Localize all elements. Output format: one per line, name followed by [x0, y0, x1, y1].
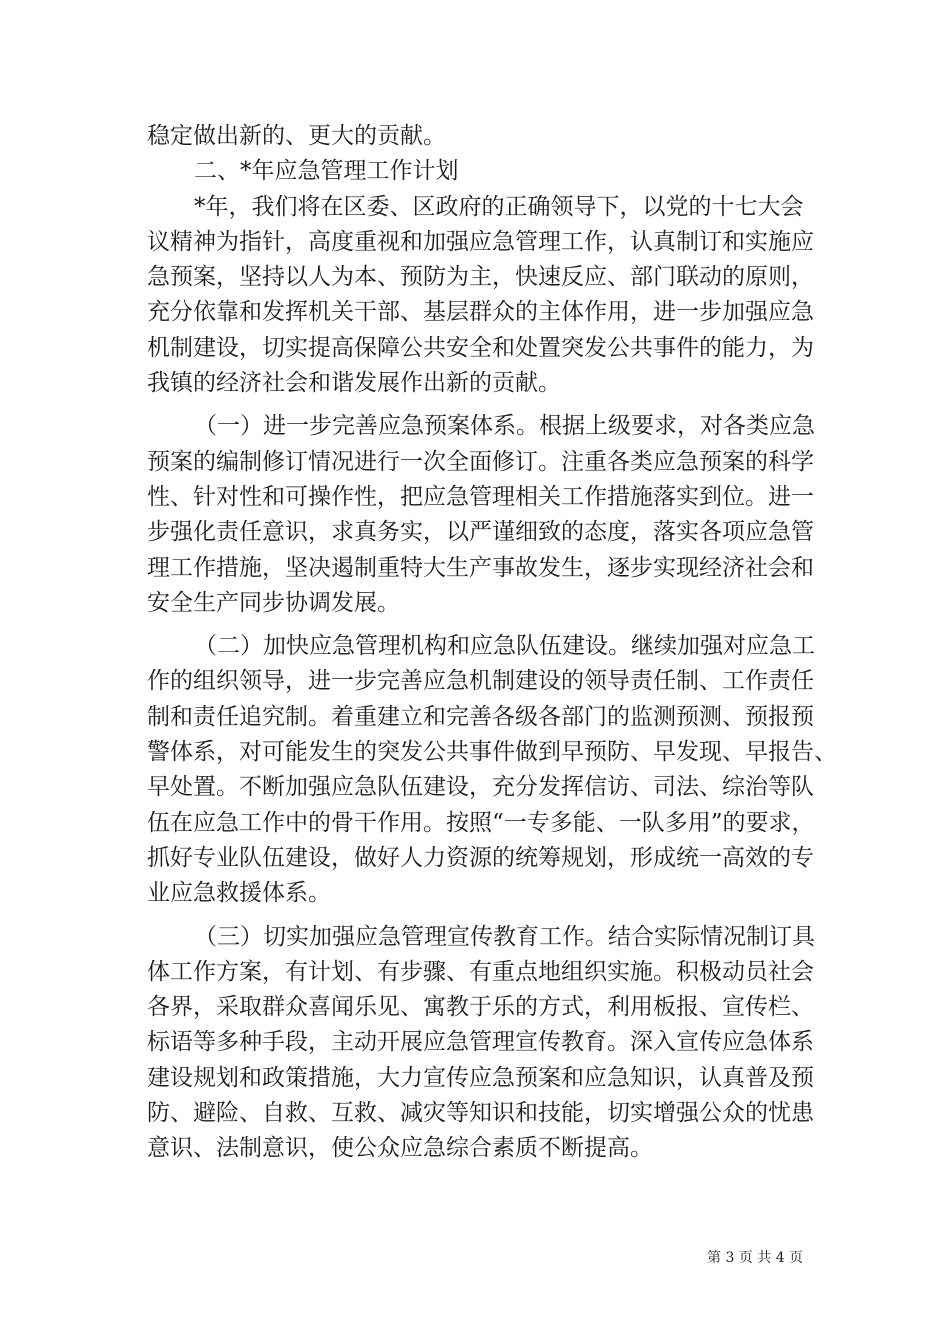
text-line: 作的组织领导，进一步完善应急机制建设的领导责任制、工作责任 [147, 668, 814, 695]
text-line: 标语等多种手段，主动开展应急管理宣传教育。深入宣传应急体系 [147, 1029, 814, 1056]
text-line: （一）进一步完善应急预案体系。根据上级要求，对各类应急 [194, 413, 815, 440]
document-body [147, 119, 837, 1167]
text-line: 制和责任追究制。着重建立和完善各级各部门的监测预测、预报预 [147, 703, 814, 730]
text-line: （二）加快应急管理机构和应急队伍建设。继续加强对应急工 [194, 633, 815, 660]
text-line: 议精神为指针，高度重视和加强应急管理工作，认真制订和实施应 [147, 228, 814, 255]
text-line: 急预案，坚持以人为本、预防为主，快速反应、部门联动的原则， [147, 264, 814, 291]
text-line: （三）切实加强应急管理宣传教育工作。结合实际情况制订具 [194, 923, 815, 950]
text-line: 意识、法制意识，使公众应急综合素质不断提高。 [147, 1135, 653, 1162]
text-line: 安全生产同步协调发展。 [147, 589, 400, 616]
text-line: 性、针对性和可操作性，把应急管理相关工作措施落实到位。进一 [147, 483, 814, 510]
text-line: 二、*年应急管理工作计划 [194, 158, 459, 185]
text-line: 建设规划和政策措施，大力宣传应急预案和应急知识，认真普及预 [147, 1064, 814, 1091]
text-line: 我镇的经济社会和谐发展作出新的贡献。 [147, 370, 561, 397]
text-line: 步强化责任意识，求真务实，以严谨细致的态度，落实各项应急管 [147, 519, 814, 546]
text-line: 早处置。不断加强应急队伍建设，充分发挥信访、司法、综治等队 [147, 774, 814, 801]
text-line: 预案的编制修订情况进行一次全面修订。注重各类应急预案的科学 [147, 448, 814, 475]
text-line: 理工作措施，坚决遏制重特大生产事故发生，逐步实现经济社会和 [147, 554, 814, 581]
text-line: 防、避险、自救、互救、减灾等知识和技能，切实增强公众的忧患 [147, 1100, 814, 1127]
text-line: 业应急救援体系。 [147, 880, 331, 907]
text-line: 各界，采取群众喜闻乐见、寓教于乐的方式，利用板报、宣传栏、 [147, 994, 814, 1021]
text-line: 机制建设，切实提高保障公共安全和处置突发公共事件的能力，为 [147, 334, 814, 361]
text-line: 稳定做出新的、更大的贡献。 [147, 123, 446, 149]
text-line: 充分依靠和发挥机关干部、基层群众的主体作用，进一步加强应急 [147, 299, 814, 326]
text-line: *年，我们将在区委、区政府的正确领导下，以党的十七大会 [194, 193, 804, 220]
text-line: 伍在应急工作中的骨干作用。按照“一专多能、一队多用”的要求， [147, 809, 815, 836]
text-line: 体工作方案，有计划、有步骤、有重点地组织实施。积极动员社会 [147, 958, 814, 985]
page-number-footer: 第 3 页 共 4 页 [707, 1250, 804, 1266]
text-line: 抓好专业队伍建设，做好人力资源的统筹规划，形成统一高效的专 [147, 844, 814, 871]
text-line: 警体系，对可能发生的突发公共事件做到早预防、早发现、早报告、 [147, 739, 837, 766]
